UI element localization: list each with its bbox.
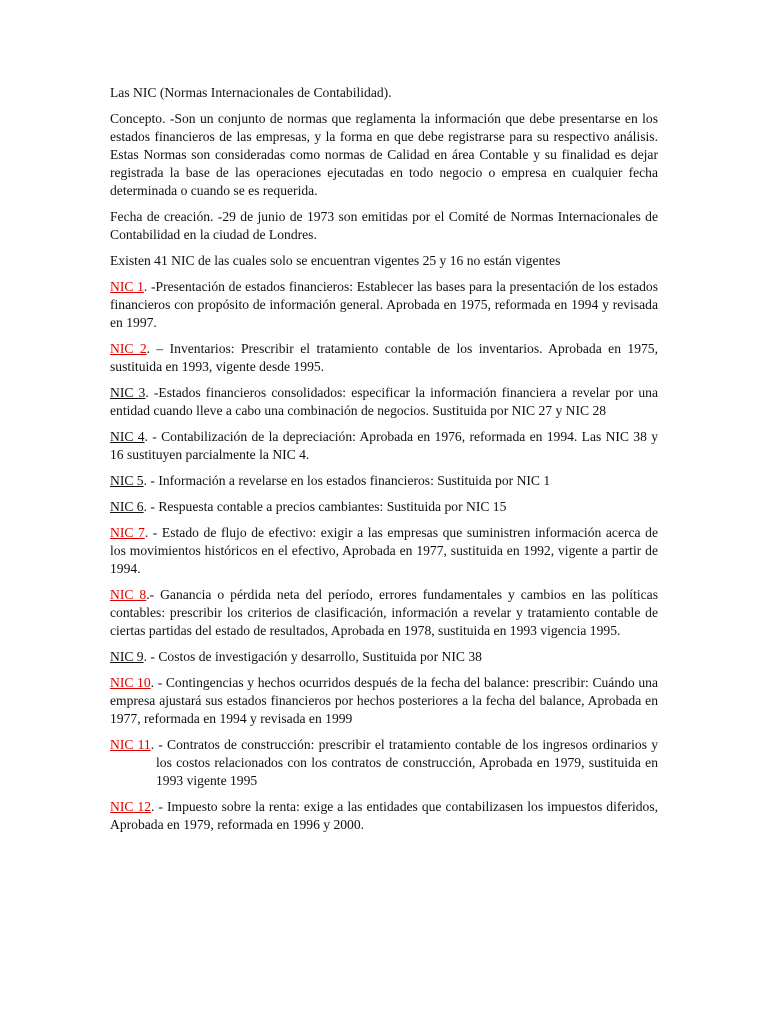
nic-item-4 — [110, 428, 658, 464]
nic-label: NIC 6 — [110, 499, 144, 514]
nic-item-11 — [110, 736, 658, 790]
nic-text: . - Costos de investigación y desarrollo, Sustituida por NIC 38 — [143, 649, 482, 664]
nic-text: . -Presentación de estados financieros: Establecer las bases para la presentación de los estados financieros con propósito de información general. Aprobada en 1975, reformada en 1994 y revisada en 1997. — [110, 279, 658, 330]
nic-label: NIC 12 — [110, 799, 152, 814]
concept-paragraph: Concepto. -Son un conjunto de normas que reglamenta la información que debe presentarse en los estados financieros de las empresas, y la forma en que debe registrarse para su respectivo análisis. Estas Normas son consideradas como normas de Calidad en área Contable y su finalidad es dejar registrada la base de las operaciones ejecutadas en todo negocio o empresa en cualquier fecha determinada o cuando se es requerida. — [110, 111, 658, 198]
nic-item-9 — [110, 648, 658, 666]
nic-item-5 — [110, 472, 658, 490]
nic-item-12 — [110, 798, 658, 834]
nic-text: . - Impuesto sobre la renta: exige a las entidades que contabilizasen los impuestos diferidos, Aprobada en 1979, reformada en 1996 y 2000. — [110, 799, 659, 832]
nic-item-6 — [110, 498, 658, 516]
nic-label: NIC 5 — [110, 473, 144, 488]
nic-item-3 — [110, 384, 658, 420]
creation-date-paragraph: Fecha de creación. -29 de junio de 1973 son emitidas por el Comité de Normas Internacionales de Contabilidad en la ciudad de Londres. — [110, 209, 658, 242]
document-title: Las NIC (Normas Internacionales de Contabilidad). — [110, 85, 392, 100]
nic-label: NIC 10 — [110, 675, 151, 690]
nic-label: NIC 9 — [110, 649, 144, 664]
nic-text: . - Respuesta contable a precios cambiantes: Sustituida por NIC 15 — [143, 499, 507, 514]
document-page — [110, 84, 658, 842]
nic-item-7 — [110, 524, 658, 578]
nic-item-10 — [110, 674, 658, 728]
nic-label: NIC 3 — [110, 385, 146, 400]
nic-text: . – Inventarios: Prescribir el tratamiento contable de los inventarios. Aprobada en 1975, sustituida en 1993, vigente desde 1995. — [110, 341, 658, 374]
nic-text: . - Contingencias y hechos ocurridos después de la fecha del balance: prescribir: Cuándo una empresa ajustará sus estados financieros por hechos posteriores a la fecha del balance, Aprobada en 1977, reformada en 1994 y revisada en 1999 — [110, 675, 658, 726]
nic-label: NIC 11 — [110, 737, 151, 752]
nic-text: . - Contratos de construcción: prescribir el tratamiento contable de los ingresos ordinarios y los costos relacionados con los contratos de construcción, Aprobada en 1979, sustituida en 1993 vigente 1995 — [150, 737, 658, 788]
nic-item-8 — [110, 586, 658, 640]
nic-label: NIC 4 — [110, 429, 145, 444]
nic-text: . - Información a revelarse en los estados financieros: Sustituida por NIC 1 — [143, 473, 551, 488]
nic-text: . - Contabilización de la depreciación: Aprobada en 1976, reformada en 1994. Las NIC 38 y 16 sustituyen parcialmente la NIC 4. — [110, 429, 658, 462]
nic-text: . -Estados financieros consolidados: especificar la información financiera a revelar por una entidad cuando lleve a cabo una combinación de negocios. Sustituida por NIC 27 y NIC 28 — [110, 385, 659, 418]
existing-count-paragraph: Existen 41 NIC de las cuales solo se encuentran vigentes 25 y 16 no están vigentes — [110, 253, 561, 268]
nic-text: .- Ganancia o pérdida neta del período, errores fundamentales y cambios en las políticas contables: prescribir los criterios de clasificación, información a revelar y tratamiento contable de ciertas partidas del estado de resultados, Aprobada en 1978, sustituida en 1993 vigencia 1995. — [110, 587, 658, 638]
nic-label: NIC 7 — [110, 525, 145, 540]
nic-label: NIC 8 — [110, 587, 147, 602]
nic-item-2 — [110, 340, 658, 376]
nic-label: NIC 2 — [110, 341, 147, 356]
nic-text: . - Estado de flujo de efectivo: exigir a las empresas que suministren información acerca de los movimientos históricos en el efectivo, Aprobada en 1977, sustituida en 1992, vigente a partir de 1994. — [110, 525, 659, 576]
nic-item-1 — [110, 278, 658, 332]
nic-label: NIC 1 — [110, 279, 144, 294]
